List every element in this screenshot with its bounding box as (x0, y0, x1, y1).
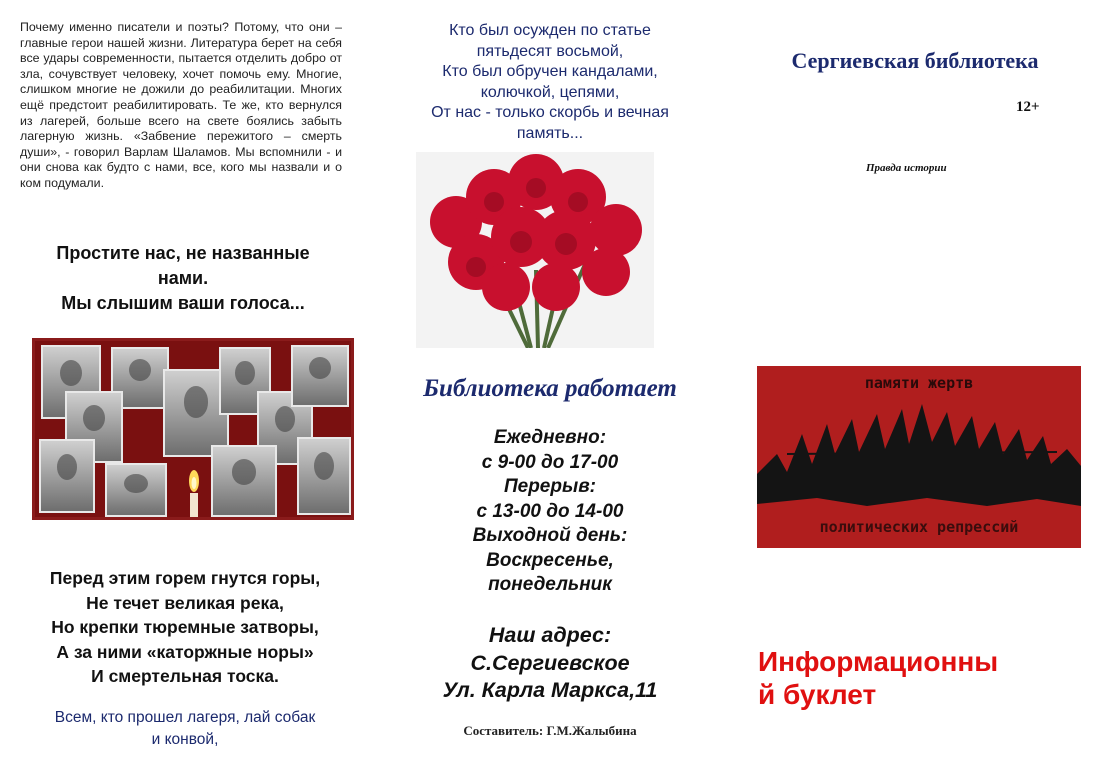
poem-line: Всем, кто прошел лагеря, лай собак (54, 709, 316, 726)
forgive-line: Простите нас, не названные (56, 243, 310, 263)
hours-line: Воскресенье, (486, 549, 614, 571)
verse-line: От нас - только скорбь и вечная (431, 104, 669, 121)
hours-line: с 9-00 до 17-00 (481, 451, 619, 473)
hours-line: понедельник (488, 574, 612, 595)
portrait-photo (211, 445, 277, 517)
poem-stanza (10, 566, 360, 689)
library-hours-heading: Библиотека работает (423, 375, 677, 402)
booklet-title-line: й буклет (758, 679, 877, 710)
address-line: С.Сергиевское (470, 650, 630, 675)
hours-line: Выходной день: (472, 525, 628, 546)
verse-line: пятьдесят восьмой, (476, 42, 624, 60)
candle-icon (183, 469, 205, 517)
age-rating-badge: 12+ (1016, 99, 1040, 115)
barbed-wire-silhouette-icon (757, 394, 1081, 514)
banner-top-text: памяти жертв (864, 374, 974, 392)
library-address (380, 622, 720, 705)
banner-bottom-text: политических репрессий (819, 518, 1019, 536)
verse-line: колючкой, цепями, (480, 83, 620, 101)
hours-line: Перерыв: (503, 476, 597, 497)
poem-line: и конвой, (151, 730, 219, 748)
memorial-verse (400, 21, 700, 144)
portrait-photo (105, 463, 167, 517)
forgive-heading (18, 241, 348, 316)
poem-line: И смертельная тоска. (91, 666, 279, 686)
opening-hours (380, 426, 720, 598)
library-title: Сергиевская библиотека (791, 48, 1039, 73)
hours-line: с 13-00 до 14-00 (476, 500, 624, 522)
poem-line: Не течет великая река, (86, 592, 284, 613)
forgive-line: нами. (157, 268, 209, 288)
address-line: Наш адрес: (488, 623, 612, 647)
compiler-credit: Составитель: Г.М.Жалыбина (463, 723, 637, 738)
writers-collage-image (32, 338, 354, 520)
right-panel (730, 0, 1100, 776)
left-panel (0, 0, 370, 776)
verse-line: память... (516, 124, 584, 142)
subtitle: Правда истории (866, 162, 947, 174)
forgive-line: Мы слышим ваши голоса... (61, 293, 305, 313)
poem-continuation (10, 707, 360, 750)
hours-line: Ежедневно: (493, 427, 607, 448)
intro-text: Почему именно писатели и поэты? Потому, что они – главные герои нашей жизни. Литература берет на себя все удары современности, пытается отделить добро от зла, сочувствует человеку, хочет помочь ему. Многие, слишком многие не дожили до реабилитации. Многих ещё предстоит реабилитировать. Те же, кто вернулся из лагерей, больше всего на свете боялись забыть лагерную жизнь. «Забвение пережитого – смерть души», - говорил Варлам Шаламов. Мы вспомнили - и они снова как будто с нами, все, кого мы назвали и о ком подумали. (20, 20, 342, 190)
poem-line: А за ними «каторжные норы» (56, 641, 314, 662)
portrait-photo (291, 345, 349, 407)
poem-line: Но крепки тюремные затворы, (51, 617, 319, 637)
booklet-title-line: Информационны (758, 646, 999, 677)
verse-line: Кто был осужден по статье (449, 22, 651, 39)
carnations-image (416, 152, 654, 348)
portrait-photo (39, 439, 95, 513)
middle-panel (370, 0, 730, 776)
address-line: Ул. Карла Маркса,11 (442, 678, 658, 702)
verse-line: Кто был обручен кандалами, (442, 63, 658, 80)
portrait-photo (297, 437, 351, 515)
booklet-title (758, 645, 1078, 711)
poem-line: Перед этим горем гнутся горы, (49, 568, 321, 588)
memorial-banner-image (757, 366, 1081, 548)
